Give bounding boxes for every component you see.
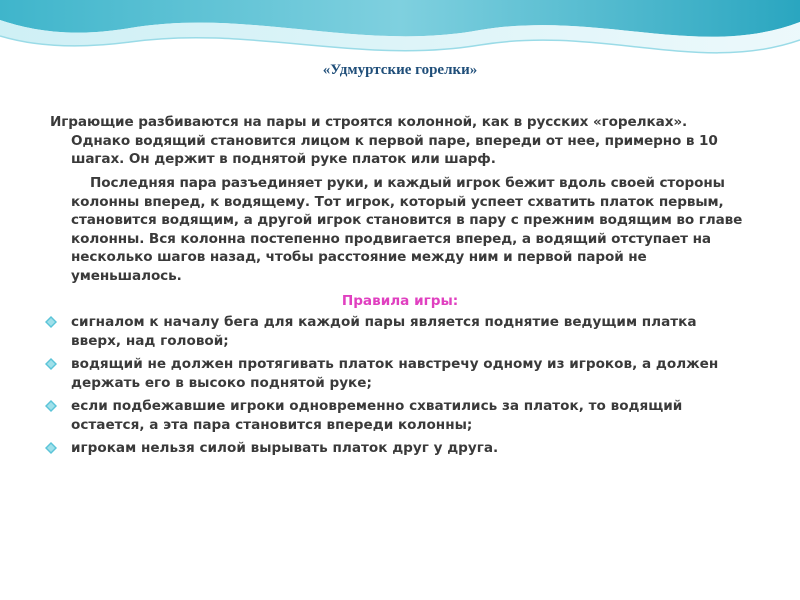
slide-title: «Удмуртские горелки» <box>322 62 478 78</box>
rule-item <box>71 355 751 392</box>
rule-text: сигналом к началу бега для каждой пары является поднятие ведущим платка вверх, над головой; <box>71 314 697 349</box>
intro-paragraph-line1: Играющие разбиваются на пары и строятся колонной, как в русских «горелках». <box>50 114 688 130</box>
intro-paragraph-rest: Однако водящий становится лицом к первой паре, впереди от нее, примерно в 10 шагах. Он держит в поднятой руке платок или шарф. <box>71 132 718 168</box>
rule-text: если подбежавшие игроки одновременно схватились за платок, то водящий остается, а эта пара становится впереди колонны; <box>71 398 683 433</box>
rule-item <box>71 313 751 350</box>
rule-text: водящий не должен протягивать платок навстречу одному из игроков, а должен держать его в высоко поднятой руке; <box>71 356 719 391</box>
diamond-bullet-icon <box>45 316 57 328</box>
rule-item <box>71 397 751 434</box>
diamond-bullet-icon <box>45 400 57 412</box>
diamond-bullet-icon <box>45 358 57 370</box>
rule-item <box>71 439 751 458</box>
intro-paragraph <box>50 113 740 169</box>
description-paragraph-text: Последняя пара разъединяет руки, и каждый игрок бежит вдоль своей стороны колонны вперед, к водящему. Тот игрок, который успеет схватить платок первым, становится водящим, а другой игрок становится в пару с прежним водящим во главе колонны. Вся колонна постепенно продвигается вперед, а водящий отступает на несколько шагов назад, чтобы расстояние между ним и первой парой не уменьшалось. <box>71 175 743 284</box>
rule-text: игрокам нельзя силой вырывать платок друг у друга. <box>71 440 499 456</box>
rules-heading: Правила игры: <box>341 293 459 309</box>
diamond-bullet-icon <box>45 442 57 454</box>
description-paragraph <box>71 174 751 286</box>
